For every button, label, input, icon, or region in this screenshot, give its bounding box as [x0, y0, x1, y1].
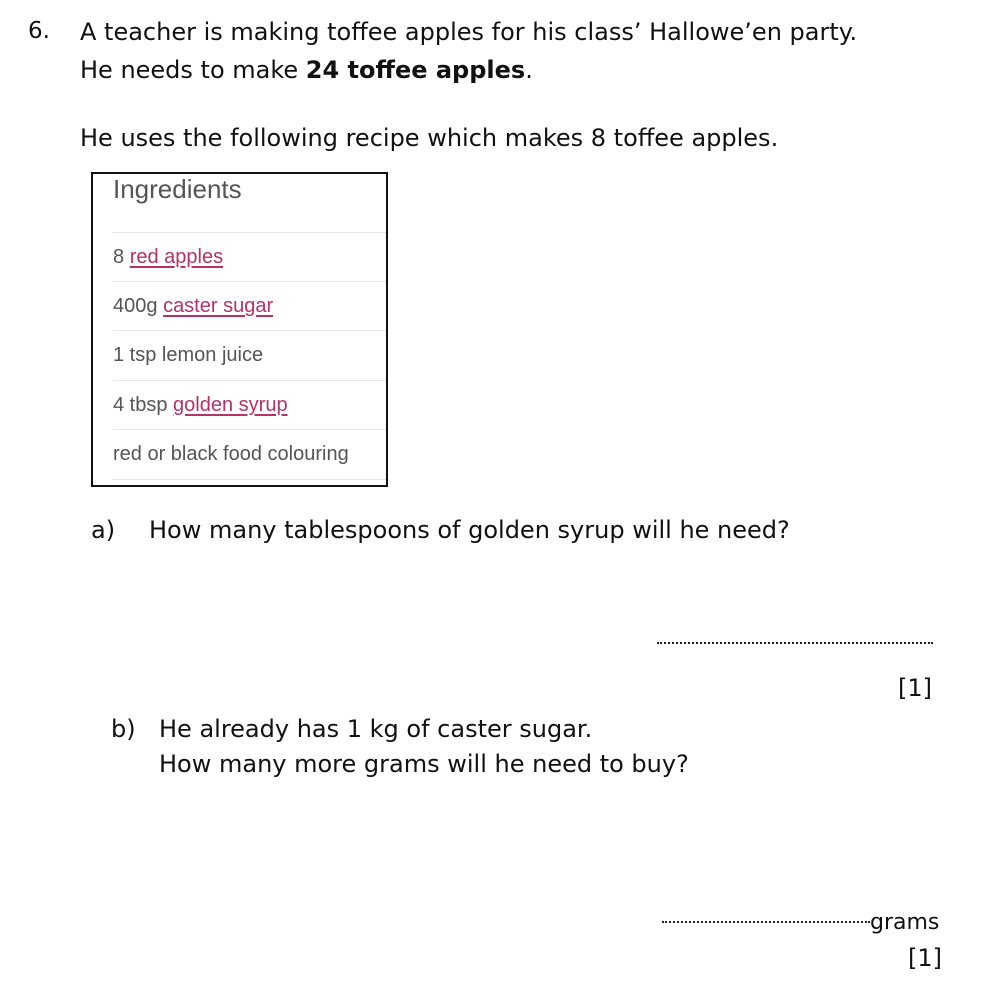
- part-b-question-line2: How many more grams will he need to buy?: [159, 750, 689, 778]
- part-a-label: a): [91, 516, 116, 544]
- part-b-label: b): [111, 715, 136, 743]
- question-number: 6.: [28, 18, 50, 44]
- ingredient-qty: 4 tbsp: [113, 394, 174, 416]
- ingredient-row-golden-syrup: [113, 380, 386, 430]
- target-suffix: .: [525, 56, 533, 84]
- ingredient-row-food-colouring: [113, 429, 386, 480]
- part-b-answer-line[interactable]: [662, 921, 870, 923]
- ingredients-box: [91, 172, 388, 487]
- part-b-unit: grams: [870, 910, 940, 935]
- ingredient-qty: red or black food colouring: [113, 443, 349, 465]
- ingredient-row-caster-sugar: [113, 281, 386, 331]
- ingredient-link-golden-syrup[interactable]: golden syrup: [173, 394, 288, 416]
- target-prefix: He needs to make: [80, 56, 306, 84]
- ingredient-qty: 1 tsp lemon juice: [113, 344, 264, 366]
- ingredients-title: Ingredients: [113, 174, 242, 204]
- target-quantity: 24 toffee apples: [305, 56, 526, 84]
- part-a-marks: [1]: [898, 674, 932, 702]
- question-intro-line: A teacher is making toffee apples for his class’ Hallowe’en party.: [80, 18, 858, 46]
- part-b-marks: [1]: [908, 944, 942, 972]
- part-a-question: How many tablespoons of golden syrup will he need?: [149, 516, 790, 544]
- ingredient-qty: 8: [113, 246, 130, 268]
- question-target-line: [80, 56, 533, 84]
- ingredient-qty: 400g: [113, 295, 164, 317]
- ingredient-row-red-apples: [113, 232, 386, 282]
- recipe-line: He uses the following recipe which makes 8 toffee apples.: [80, 124, 779, 152]
- ingredient-link-red-apples[interactable]: red apples: [129, 246, 224, 268]
- part-b-question-line1: He already has 1 kg of caster sugar.: [159, 715, 593, 743]
- ingredient-link-caster-sugar[interactable]: caster sugar: [163, 295, 274, 317]
- ingredient-row-lemon-juice: [113, 330, 386, 380]
- part-a-answer-line[interactable]: [657, 642, 933, 644]
